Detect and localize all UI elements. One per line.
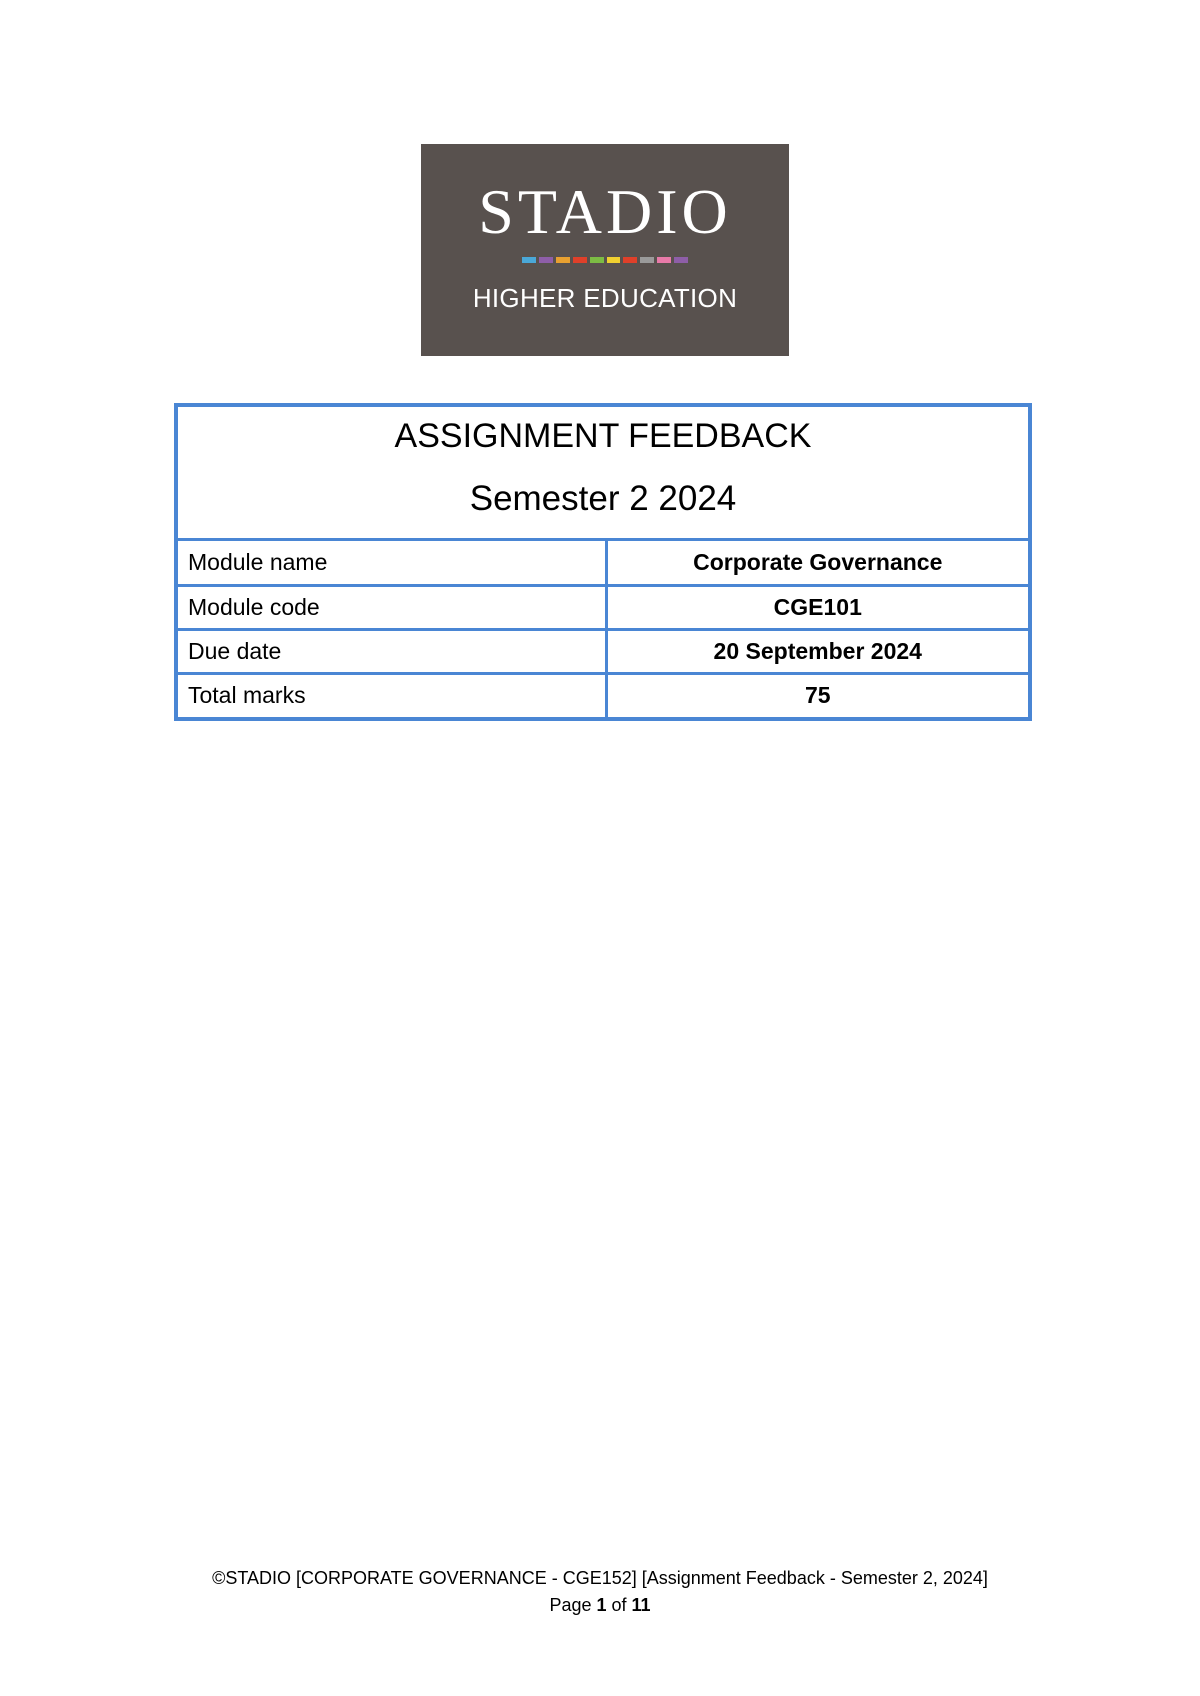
total-marks-label: Total marks: [178, 673, 606, 717]
stripe-segment: [590, 257, 604, 263]
page-of: of: [606, 1595, 632, 1615]
stripe-segment: [607, 257, 621, 263]
module-name-value: Corporate Governance: [606, 541, 1028, 585]
table-row: [178, 673, 1028, 717]
logo-color-stripe: [522, 257, 688, 263]
feedback-header: [178, 407, 1028, 541]
due-date-value: 20 September 2024: [606, 629, 1028, 673]
table-row: [178, 585, 1028, 629]
logo-wordmark: STADIO: [478, 176, 732, 247]
page-prefix: Page: [549, 1595, 597, 1615]
stripe-segment: [674, 257, 688, 263]
table-row: [178, 629, 1028, 673]
due-date-label: Due date: [178, 629, 606, 673]
assignment-feedback-table: [174, 403, 1032, 721]
stripe-segment: [640, 257, 654, 263]
stripe-segment: [522, 257, 536, 263]
module-name-label: Module name: [178, 541, 606, 585]
stadio-logo: [421, 144, 789, 356]
document-title: ASSIGNMENT FEEDBACK: [394, 417, 812, 455]
module-code-value: CGE101: [606, 585, 1028, 629]
stripe-segment: [539, 257, 553, 263]
logo-tagline: HIGHER EDUCATION: [472, 283, 738, 313]
semester-label: Semester 2 2024: [469, 479, 737, 518]
module-code-label: Module code: [178, 585, 606, 629]
stripe-segment: [657, 257, 671, 263]
module-details: [178, 541, 1028, 717]
page-total: 11: [631, 1595, 651, 1615]
total-marks-value: 75: [804, 682, 831, 709]
page-number: [0, 1592, 1200, 1619]
table-row: [178, 541, 1028, 585]
stripe-segment: [556, 257, 570, 263]
stripe-segment: [623, 257, 637, 263]
page-current: 1: [596, 1595, 607, 1615]
footer-copyright: ©STADIO [CORPORATE GOVERNANCE - CGE152] [Assignment Feedback - Semester 2, 2024]: [212, 1568, 988, 1588]
stripe-segment: [573, 257, 587, 263]
page-footer: [0, 1565, 1200, 1619]
